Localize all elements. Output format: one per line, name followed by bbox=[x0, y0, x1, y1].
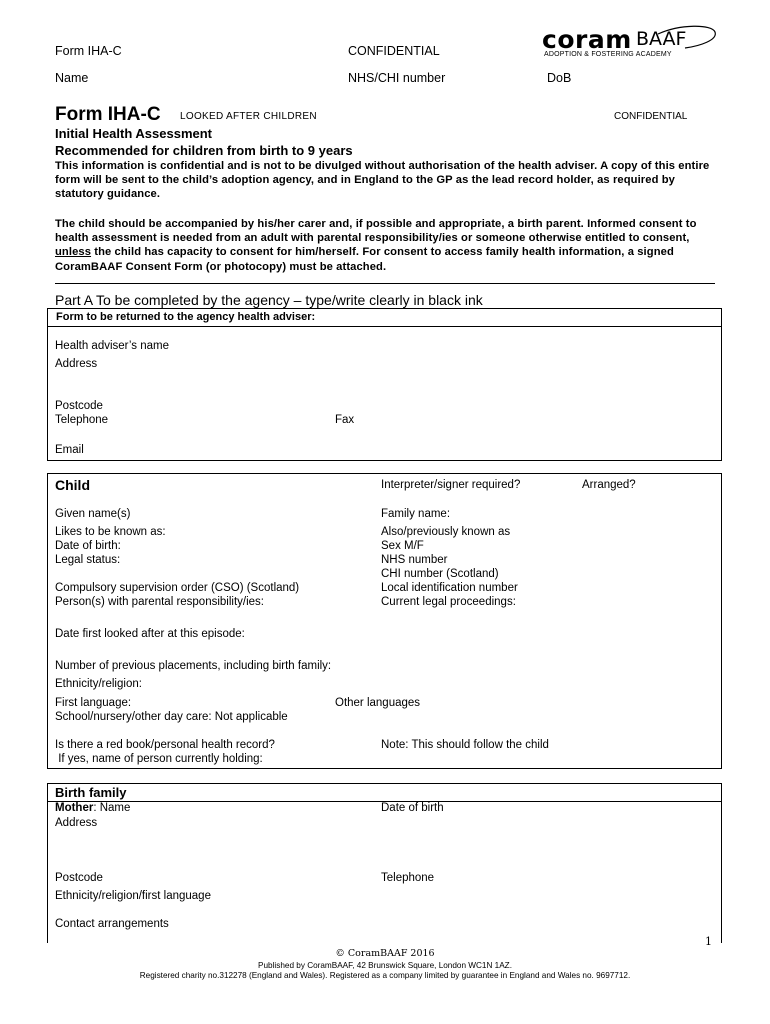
logo-subtitle: ADOPTION & FOSTERING ACADEMY bbox=[544, 51, 672, 58]
header-dob-label: DoB bbox=[547, 71, 572, 85]
health-adviser-name-label: Health adviser’s name bbox=[55, 340, 169, 352]
likes-known-as-label: Likes to be known as: bbox=[55, 526, 166, 538]
footer-registered: Registered charity no.312278 (England and Wales). Registered as a company limited by guarantee in England and Wales no. 9697712. bbox=[139, 971, 631, 980]
part-a-heading: Part A To be completed by the agency – type/write clearly in black ink bbox=[55, 292, 483, 308]
cso-label: Compulsory supervision order (CSO) (Scotland) bbox=[55, 582, 300, 594]
parental-responsibility-label: Person(s) with parental responsibility/ies: bbox=[55, 596, 265, 608]
date-first-looked-after-label: Date first looked after at this episode: bbox=[55, 628, 245, 640]
ethnicity-religion-label: Ethnicity/religion: bbox=[55, 678, 142, 690]
header-nhs-label: NHS/CHI number bbox=[348, 71, 446, 85]
agency-health-adviser-box bbox=[47, 308, 722, 461]
agency-box-title: Form to be returned to the agency health adviser: bbox=[48, 309, 721, 327]
family-name-label: Family name: bbox=[381, 508, 451, 520]
also-known-as-label: Also/previously known as bbox=[381, 526, 511, 538]
first-language-label: First language: bbox=[55, 697, 132, 709]
form-subtitle-2: Recommended for children from birth to 9 years bbox=[55, 143, 353, 158]
form-subtitle-1: Initial Health Assessment bbox=[55, 126, 213, 141]
mother-address-label: Address bbox=[55, 817, 98, 829]
mother-telephone-label: Telephone bbox=[381, 872, 435, 884]
mother-ethnicity-label: Ethnicity/religion/first language bbox=[55, 890, 211, 902]
school-label: School/nursery/other day care: Not applicable bbox=[55, 711, 288, 723]
postcode-label: Postcode bbox=[55, 400, 103, 412]
mother-dob-label: Date of birth bbox=[381, 802, 444, 814]
fax-label: Fax bbox=[335, 414, 355, 426]
other-languages-label: Other languages bbox=[335, 697, 421, 709]
arranged-label: Arranged? bbox=[582, 479, 636, 491]
form-category: LOOKED AFTER CHILDREN bbox=[180, 111, 317, 122]
contact-arrangements-label: Contact arrangements bbox=[55, 918, 169, 930]
email-label: Email bbox=[55, 444, 84, 456]
mother-name-label: Mother: Name bbox=[55, 802, 131, 814]
mother-postcode-label: Postcode bbox=[55, 872, 103, 884]
red-book-holder-label: If yes, name of person currently holding: bbox=[55, 753, 263, 765]
title-confidential: CONFIDENTIAL bbox=[614, 111, 688, 122]
child-heading: Child bbox=[55, 477, 90, 493]
footer-published: Published by CoramBAAF, 42 Brunswick Square, London WC1N 1AZ. bbox=[258, 961, 512, 970]
header-confidential: CONFIDENTIAL bbox=[348, 44, 440, 58]
corambaaf-logo bbox=[540, 22, 720, 60]
intro-divider bbox=[55, 283, 715, 284]
header-form-label: Form IHA-C bbox=[55, 44, 122, 58]
logo-text-coram: coram bbox=[542, 25, 632, 54]
telephone-label: Telephone bbox=[55, 414, 109, 426]
header-name-label: Name bbox=[55, 71, 89, 85]
footer-copyright: © CoramBAAF 2016 bbox=[335, 948, 435, 959]
legal-status-label: Legal status: bbox=[55, 554, 121, 566]
birth-family-heading: Birth family bbox=[48, 784, 721, 802]
sex-label: Sex M/F bbox=[381, 540, 424, 552]
intro-paragraph-1: This information is confidential and is not to be divulged without authorisation of the health adviser. A copy of this entire form will be sent to the child’s adoption agency, and in England to the GP as the lead record holder, as required by statutory guidance. bbox=[55, 160, 710, 201]
interpreter-label: Interpreter/signer required? bbox=[381, 479, 521, 491]
address-label: Address bbox=[55, 358, 98, 370]
page-number: 1 bbox=[705, 935, 712, 948]
logo-text-baaf: BAAF bbox=[636, 28, 687, 50]
red-book-note: Note: This should follow the child bbox=[381, 739, 549, 751]
local-id-label: Local identification number bbox=[381, 582, 518, 594]
form-title: Form IHA-C bbox=[55, 104, 161, 125]
nhs-number-label: NHS number bbox=[381, 554, 448, 566]
chi-number-label: CHI number (Scotland) bbox=[381, 568, 499, 580]
given-names-label: Given name(s) bbox=[55, 508, 131, 520]
previous-placements-label: Number of previous placements, including birth family: bbox=[55, 660, 332, 672]
intro-paragraph-2: The child should be accompanied by his/her carer and, if possible and appropriate, a birth parent. Informed consent to health assessment is needed from an adult with parental responsibility/ies or someone otherwise entitled to consent, unless the child has capacity to consent for him/herself. For consent to access family health information, a signed CoramBAAF Consent Form (or photocopy) must be attached. bbox=[55, 218, 697, 273]
red-book-label: Is there a red book/personal health record? bbox=[55, 739, 275, 751]
legal-proceedings-label: Current legal proceedings: bbox=[381, 596, 516, 608]
child-dob-label: Date of birth: bbox=[55, 540, 121, 552]
